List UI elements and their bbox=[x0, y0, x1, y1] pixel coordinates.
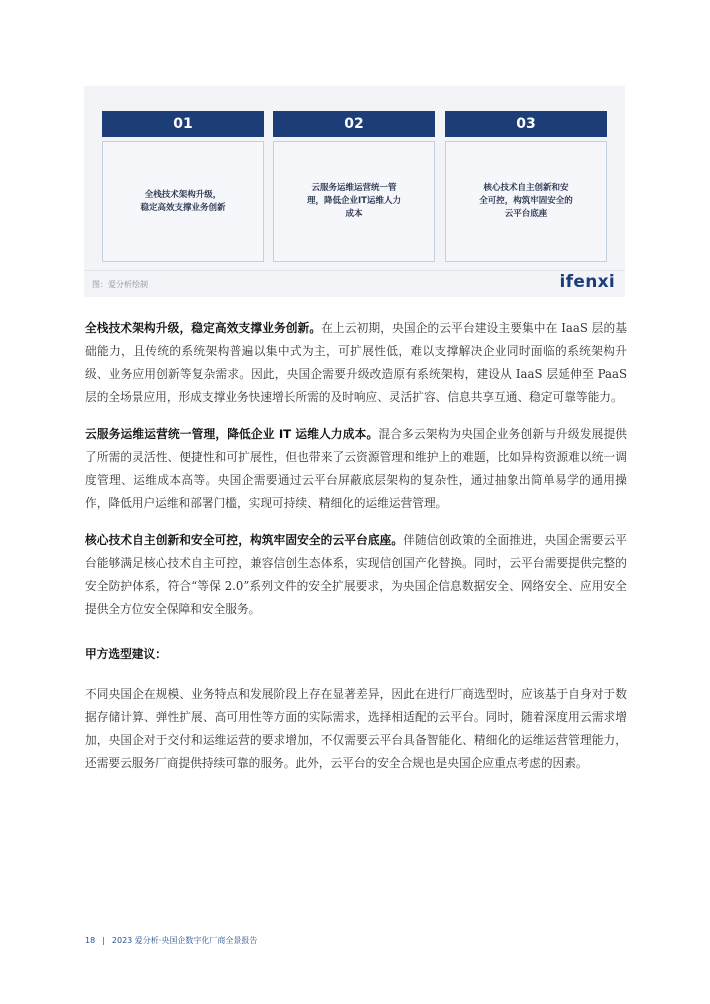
footer-separator: | bbox=[102, 936, 105, 945]
strategy-figure bbox=[84, 86, 625, 297]
figure-divider bbox=[84, 270, 625, 271]
card-text: 核心技术自主创新和安 全可控，构筑牢固安全的 云平台底座 bbox=[445, 141, 607, 262]
paragraph-2-text: 混合多云架构为央国企业务创新与升级发展提供了所需的灵活性、便捷性和可扩展性，但也带来了云资源管理和维护上的难题，比如异构资源难以统一调度管理、运维成本高等。央国企需要通过云平台屏蔽底层架构的复杂性，通过抽象出简单易学的通用操作，降低用户运维和部署门槛，实现可持续、精细化的运维运营管理。 bbox=[85, 427, 627, 510]
card-number: 03 bbox=[445, 111, 607, 137]
figure-card-1 bbox=[102, 111, 264, 264]
paragraph-2 bbox=[85, 423, 627, 515]
paragraph-1 bbox=[85, 317, 627, 409]
paragraph-2-lead: 云服务运维运营统一管理，降低企业 IT 运维人力成本。 bbox=[85, 427, 379, 441]
paragraph-1-lead: 全栈技术架构升级，稳定高效支撑业务创新。 bbox=[85, 321, 322, 335]
card-text: 全栈技术架构升级， 稳定高效支撑业务创新 bbox=[102, 141, 264, 262]
paragraph-3 bbox=[85, 529, 627, 621]
paragraph-1-text: 在上云初期，央国企的云平台建设主要集中在 IaaS 层的基础能力，且传统的系统架构普遍以集中式为主，可扩展性低，难以支撑解决企业同时面临的系统架构升级、业务应用创新等复杂需求。因此，央国企需要升级改造原有系统架构，建设从 IaaS 层延伸至 PaaS 层的全场景应用，形成支撑业务快速增长所需的及时响应、灵活扩容、信息共享互通、稳定可靠等能力。 bbox=[85, 321, 627, 404]
figure-caption: 图：爱分析绘制 bbox=[92, 280, 148, 289]
report-title: 2023 爱分析·央国企数字化厂商全景报告 bbox=[111, 936, 258, 945]
ifenxi-logo: ifenxi bbox=[559, 272, 615, 292]
paragraph-4: 不同央国企在规模、业务特点和发展阶段上存在显著差异，因此在进行厂商选型时，应该基于自身对于数据存储计算、弹性扩展、高可用性等方面的实际需求，选择相适配的云平台。同时，随着深度用云需求增加，央国企对于交付和运维运营的要求增加，不仅需要云平台具备智能化、精细化的运维运营管理能力，还需要云服务厂商提供持续可靠的服务。此外，云平台的安全合规也是央国企应重点考虑的因素。 bbox=[85, 687, 627, 770]
main-content bbox=[85, 317, 627, 789]
paragraph-3-lead: 核心技术自主创新和安全可控，构筑牢固安全的云平台底座。 bbox=[85, 533, 404, 547]
section-heading: 甲方选型建议： bbox=[85, 647, 167, 661]
card-text: 云服务运维运营统一管 理，降低企业IT运维人力 成本 bbox=[273, 141, 435, 262]
figure-card-3 bbox=[445, 111, 607, 264]
card-number: 02 bbox=[273, 111, 435, 137]
card-number: 01 bbox=[102, 111, 264, 137]
page-footer bbox=[85, 935, 257, 946]
figure-card-2 bbox=[273, 111, 435, 264]
page-number: 18 bbox=[85, 936, 96, 945]
paragraph-3-text: 伴随信创政策的全面推进，央国企需要云平台能够满足核心技术自主可控，兼容信创生态体系，实现信创国产化替换。同时，云平台需要提供完整的安全防护体系，符合“等保 2.0”系列文件的安全扩展要求，为央国企信息数据安全、网络安全、应用安全提供全方位安全保障和安全服务。 bbox=[85, 533, 627, 616]
